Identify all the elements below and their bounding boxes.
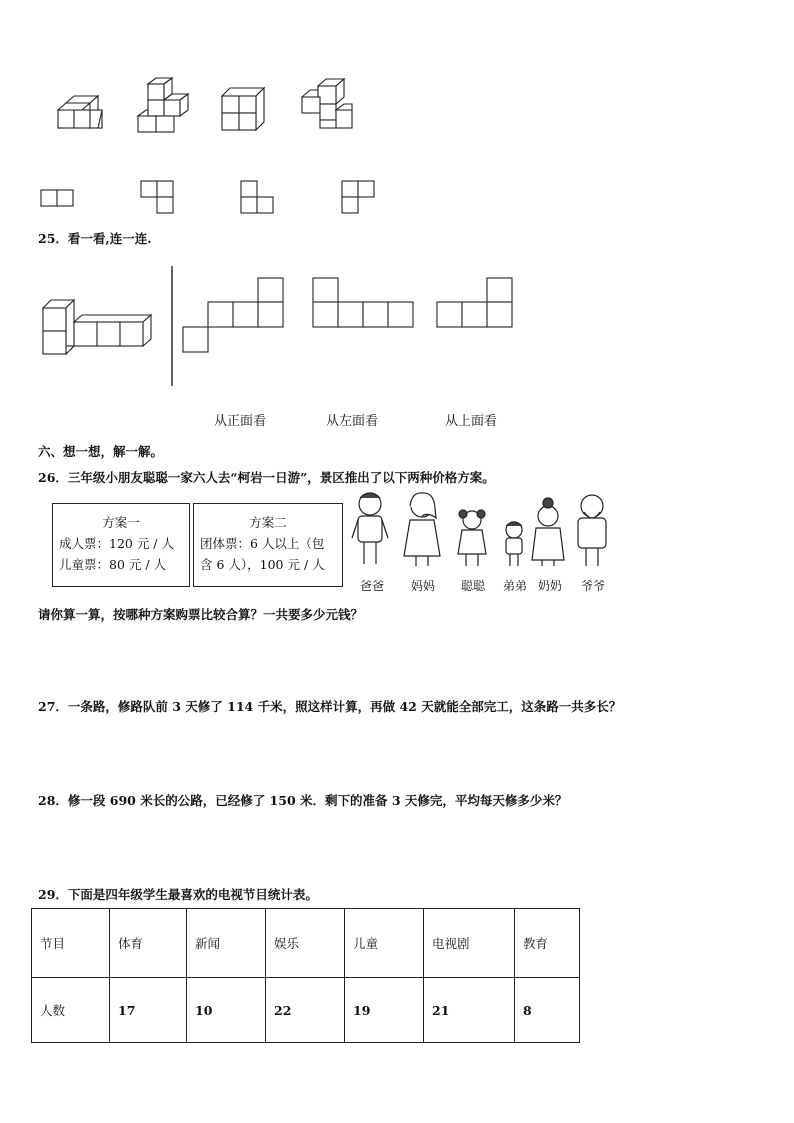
plan-2-line2: 含 6 人），100 元 / 人: [200, 557, 325, 572]
plan-1-adult: 成人票：120 元 / 人: [59, 536, 174, 551]
table-cell: 8: [515, 978, 580, 1043]
q25-view-b: [313, 278, 413, 327]
table-cell: 电视剧: [424, 909, 515, 978]
view-shape-1: [41, 190, 73, 206]
q25-figures: [0, 260, 794, 390]
mom-figure: [404, 493, 440, 566]
view-shape-3: [241, 181, 273, 213]
family-label-brother: 弟弟: [502, 579, 527, 593]
cube-figure-3: [222, 88, 264, 130]
q27-title: 27．一条路，修路队前 3 天修了 114 千米，照这样计算，再做 42 天就能全部完工，这条路一共多长？: [38, 699, 622, 714]
grandpa-figure: [578, 495, 606, 566]
q25-cube-solid: [43, 300, 151, 354]
table-cell: 教育: [515, 909, 580, 978]
table-value-row: [32, 978, 580, 1043]
dad-figure: [352, 493, 388, 564]
section-6-heading: 六、想一想，解一解。: [38, 444, 164, 459]
table-cell: 体育: [110, 909, 187, 978]
q25-label-left: 从左面看: [326, 414, 379, 429]
brother-figure: [506, 522, 522, 566]
table-cell: 节目: [32, 909, 110, 978]
table-cell: 22: [266, 978, 345, 1043]
table-cell: 娱乐: [266, 909, 345, 978]
family-label-mom: 妈妈: [410, 579, 435, 593]
q26-question: 请你算一算，按哪种方案购票比较合算？一共要多少元钱？: [38, 607, 364, 622]
family-label-dad: 爸爸: [359, 579, 384, 593]
view-shape-2: [141, 181, 173, 213]
plan-2-name: 方案二: [249, 515, 287, 530]
family-illustration: [348, 490, 618, 570]
q25-label-top: 从上面看: [445, 414, 498, 429]
plan-1-name: 方案一: [102, 515, 140, 530]
view-shape-4: [342, 181, 374, 213]
cube-figure-2: [138, 78, 188, 132]
grandma-figure: [532, 498, 564, 566]
q28-title: 28．修一段 690 米长的公路，已经修了 150 米．剩下的准备 3 天修完，平均每天修多少米？: [38, 793, 568, 808]
table-cell: 21: [424, 978, 515, 1043]
q25-title: 25．看一看,连一连.: [38, 231, 152, 246]
cube-figure-1: [58, 96, 102, 128]
price-plan-1: [52, 503, 190, 587]
cube-figure-4: [302, 79, 352, 128]
q25-label-front: 从正面看: [214, 414, 267, 429]
table-cell: 儿童: [345, 909, 424, 978]
family-label-congcong: 聪聪: [460, 579, 485, 593]
table-header-row: [32, 909, 580, 978]
table-cell: 人数: [32, 978, 110, 1043]
table-cell: 10: [187, 978, 266, 1043]
family-label-grandpa: 爷爷: [580, 579, 605, 593]
tv-program-table: [31, 908, 580, 1043]
q29-title: 29．下面是四年级学生最喜欢的电视节目统计表。: [38, 887, 318, 902]
congcong-figure: [458, 510, 486, 566]
table-cell: 17: [110, 978, 187, 1043]
price-plan-2: [193, 503, 343, 587]
plan-1-child: 儿童票：80 元 / 人: [59, 557, 167, 572]
table-cell: 19: [345, 978, 424, 1043]
plan-2-line1: 团体票：6 人以上（包: [200, 536, 325, 551]
q26-title: 26．三年级小朋友聪聪一家六人去“柯岩一日游”，景区推出了以下两种价格方案。: [38, 470, 495, 485]
q25-view-a: [183, 278, 283, 352]
q25-view-c: [437, 278, 512, 327]
table-cell: 新闻: [187, 909, 266, 978]
top-cube-figures: [0, 0, 794, 230]
family-label-grandma: 奶奶: [537, 579, 562, 593]
